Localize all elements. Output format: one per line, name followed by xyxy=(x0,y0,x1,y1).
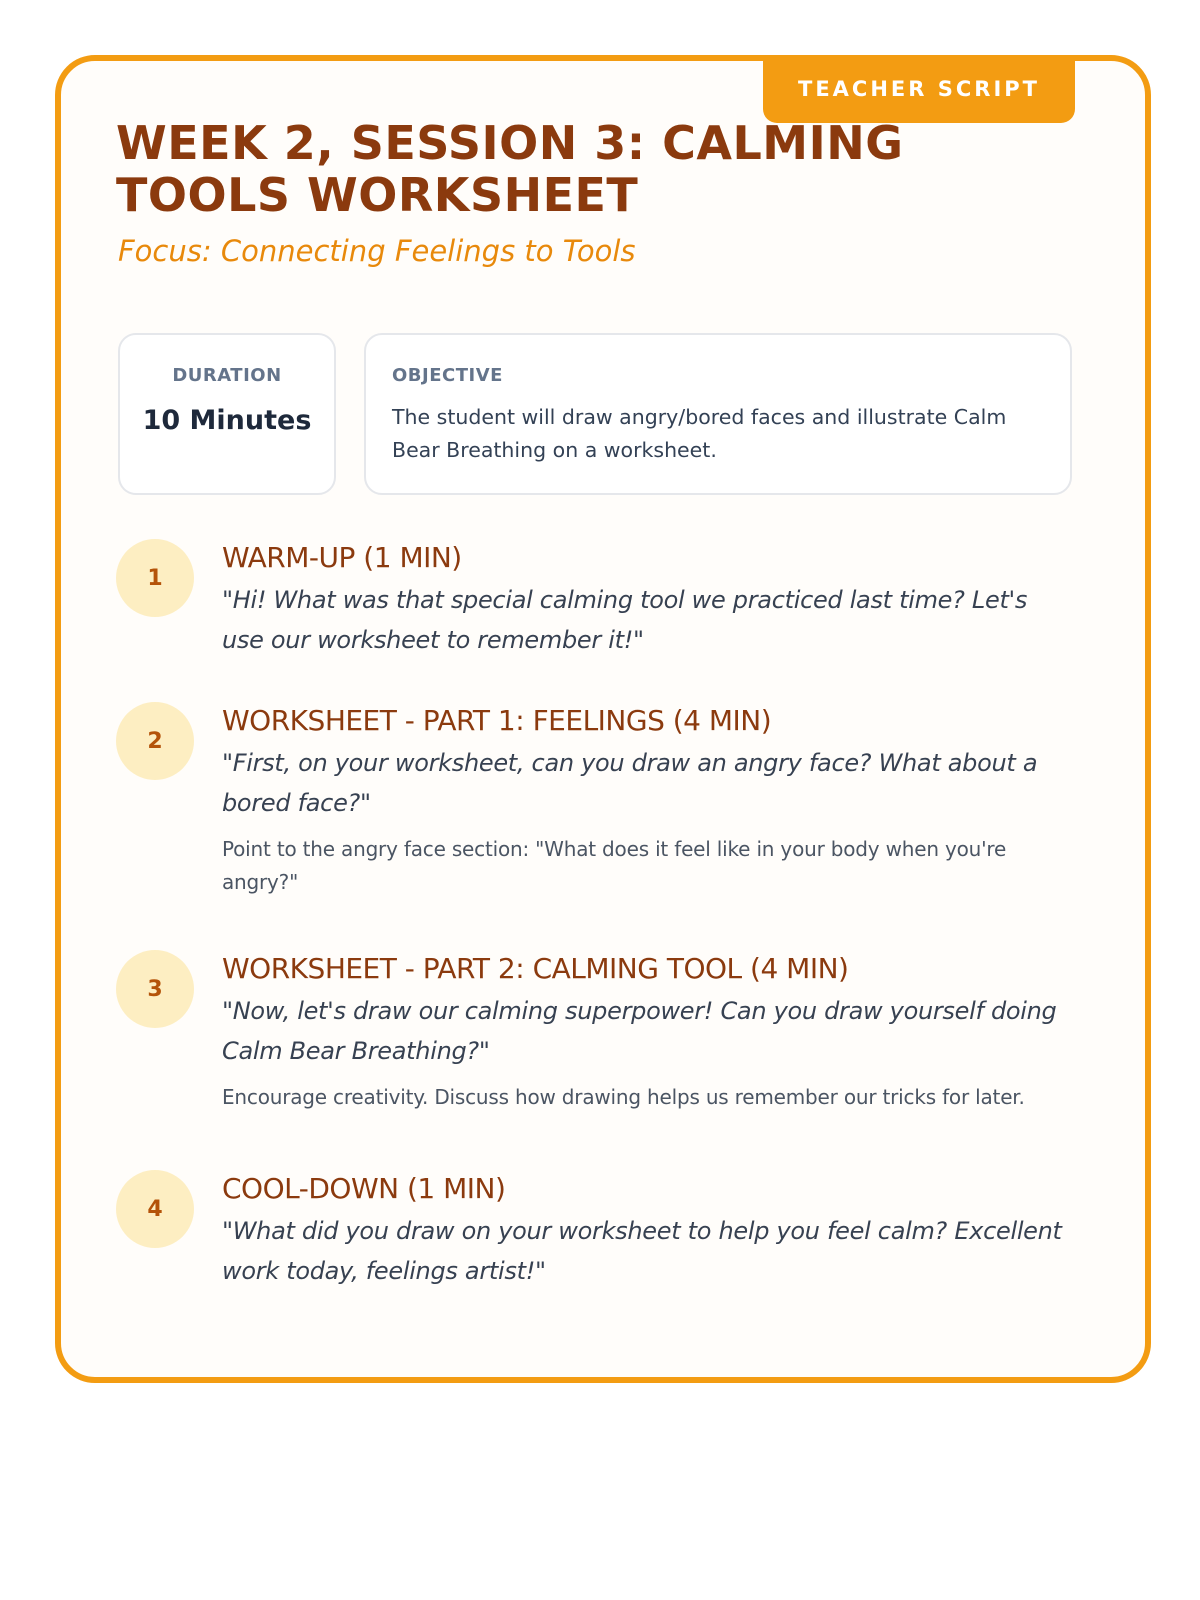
duration-box xyxy=(118,333,336,495)
objective-text: The student will draw angry/bored faces and illustrate Calm Bear Breathing on a worksheet. xyxy=(392,405,1007,462)
step-quote: "What did you draw on your worksheet to help you feel calm? Excellent work today, feelings artist!" xyxy=(222,1217,1062,1285)
step-quote: "Hi! What was that special calming tool we practiced last time? Let's use our worksheet to remember it!" xyxy=(222,586,1028,654)
objective-label: OBJECTIVE xyxy=(392,365,503,386)
step-number: 1 xyxy=(116,539,194,617)
step-body xyxy=(222,704,1072,899)
step-heading: WORKSHEET - PART 1: FEELINGS (4 MIN) xyxy=(222,704,772,737)
step-number: 2 xyxy=(116,702,194,780)
duration-value: 10 Minutes xyxy=(142,405,312,436)
step-note: Point to the angry face section: "What does it feel like in your body when you're angry?" xyxy=(222,837,1007,894)
teacher-script-card xyxy=(55,55,1151,1383)
step-heading: WARM-UP (1 MIN) xyxy=(222,541,462,574)
step-body xyxy=(222,541,1072,660)
page-title: WEEK 2, SESSION 3: CALMING TOOLS WORKSHEET xyxy=(116,116,904,222)
step-number: 3 xyxy=(116,950,194,1028)
step-number: 4 xyxy=(116,1170,194,1248)
teacher-script-badge: TEACHER SCRIPT xyxy=(763,55,1075,123)
step-heading: WORKSHEET - PART 2: CALMING TOOL (4 MIN) xyxy=(222,952,849,985)
step-body xyxy=(222,1172,1072,1291)
objective-box xyxy=(364,333,1072,495)
page-subtitle: Focus: Connecting Feelings to Tools xyxy=(118,234,636,268)
step-note: Encourage creativity. Discuss how drawing helps us remember our tricks for later. xyxy=(222,1085,1025,1109)
step-quote: "First, on your worksheet, can you draw an angry face? What about a bored face?" xyxy=(222,749,1038,817)
step-body xyxy=(222,952,1072,1114)
step-heading: COOL-DOWN (1 MIN) xyxy=(222,1172,506,1205)
duration-label: DURATION xyxy=(172,365,282,386)
step-quote: "Now, let's draw our calming superpower! Can you draw yourself doing Calm Bear Breathing?" xyxy=(222,997,1057,1065)
